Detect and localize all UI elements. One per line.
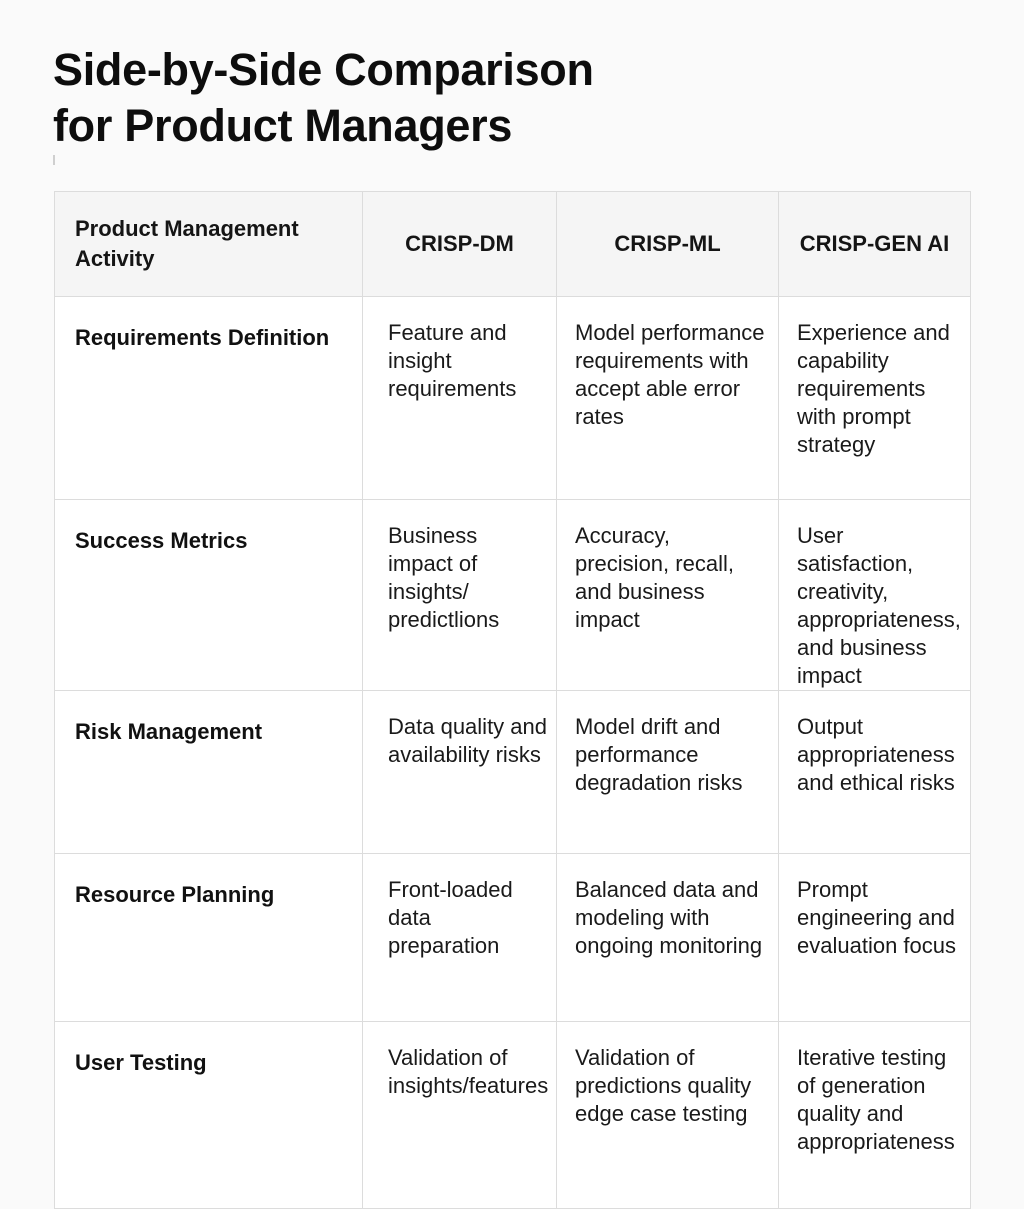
crisp-gen-ai-cell: User satisfaction, creativity, appropriateness, and business impact [779,500,971,691]
crisp-ml-cell: Balanced data and modeling with ongoing monitoring [557,854,779,1022]
table-row [55,854,971,1022]
comparison-table [54,191,971,1209]
activity-cell: Risk Management [55,691,363,854]
crisp-gen-ai-cell: Prompt engineering and evaluation focus [779,854,971,1022]
crisp-ml-cell: Model performance requirements with accept able error rates [557,297,779,500]
crisp-gen-ai-cell: Output appropriateness and ethical risks [779,691,971,854]
crisp-ml-cell: Validation of predictions quality edge case testing [557,1022,779,1209]
crisp-dm-cell: Feature and insight requirements [363,297,557,500]
crisp-gen-ai-cell: Iterative testing of generation quality and appropriateness [779,1022,971,1209]
column-header-crisp-ml: CRISP-ML [557,192,779,297]
crisp-dm-cell: Data quality and availability risks [363,691,557,854]
divider-tick [53,155,55,165]
crisp-ml-cell: Accuracy, precision, recall, and business impact [557,500,779,691]
table-row [55,691,971,854]
activity-cell: User Testing [55,1022,363,1209]
table-header-row [55,192,971,297]
activity-cell: Resource Planning [55,854,363,1022]
page-title-line-2: for Product Managers [53,100,513,151]
activity-cell: Success Metrics [55,500,363,691]
column-header-crisp-gen-ai: CRISP-GEN AI [779,192,971,297]
column-header-activity: Product Management Activity [55,192,363,297]
table-row [55,500,971,691]
table-row [55,297,971,500]
crisp-dm-cell: Front-loaded data preparation [363,854,557,1022]
crisp-dm-cell: Validation of insights/features [363,1022,557,1209]
table-row [55,1022,971,1209]
crisp-dm-cell: Business impact of insights/ predictlions [363,500,557,691]
page-title-line-1: Side-by-Side Comparison [53,44,594,95]
crisp-ml-cell: Model drift and performance degradation risks [557,691,779,854]
page-title [53,42,594,154]
activity-cell: Requirements Definition [55,297,363,500]
column-header-crisp-dm: CRISP-DM [363,192,557,297]
crisp-gen-ai-cell: Experience and capability requirements with prompt strategy [779,297,971,500]
